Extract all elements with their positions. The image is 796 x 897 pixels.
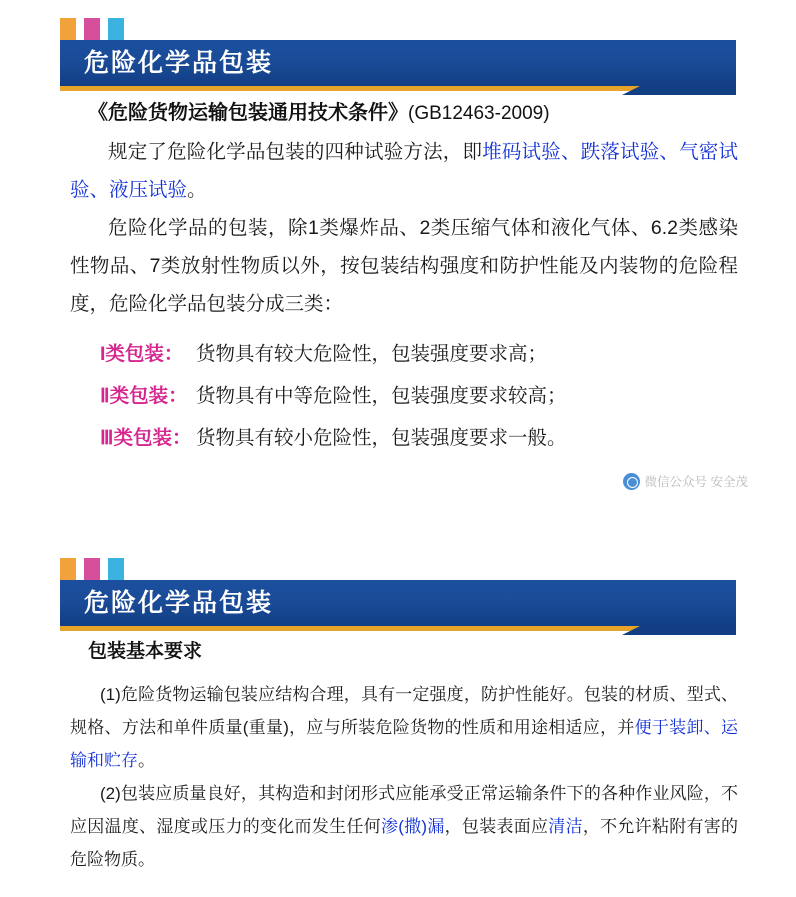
color-tab-blue <box>108 558 124 580</box>
slide-1-header-tail <box>622 86 736 95</box>
requirement-1-seg-1: (1)危险货物运输包装应结构合理，具有一定强度，防护性能好。包装的材质、型式、规格、方法和单件质量(重量)，应与所装危险货物的性质和用途相适应，并 <box>70 685 738 737</box>
slide-2 <box>0 540 796 897</box>
slide-1-header-bar <box>60 40 736 86</box>
category-3-text: 货物具有较小危险性，包装强度要求一般。 <box>196 427 567 449</box>
slide-1-header-title: 危险化学品包装 <box>84 48 274 77</box>
slide-2-header-tail <box>622 626 736 635</box>
requirement-2-seg-3: ，包装表面应 <box>444 817 549 836</box>
paragraph-1 <box>70 133 738 209</box>
requirement-2-seg-1: (2)包装应质量良好，其构造和封闭形式应能承受正常运输条件下的各种作业风险，不应因温度、湿度或压力的变化而发生任何 <box>70 784 738 836</box>
color-tab-orange <box>60 558 76 580</box>
color-tab-orange <box>60 18 76 40</box>
watermark-text: 微信公众号 安全茂 <box>644 475 748 489</box>
paragraph-1-seg-3: 。 <box>187 179 207 201</box>
requirement-2-seg-5: ，不允许粘附有害的危险物质。 <box>70 817 739 869</box>
category-1-label: I类包装： <box>100 343 184 365</box>
category-3-label: Ⅲ类包装： <box>100 427 192 449</box>
category-2-label: Ⅱ类包装： <box>100 385 188 407</box>
slide-2-color-tabs <box>60 558 124 580</box>
slide-2-header-title: 危险化学品包装 <box>84 588 274 617</box>
watermark <box>623 472 748 490</box>
category-2-text: 货物具有中等危险性，包装强度要求较高； <box>196 385 567 407</box>
requirement-item-1 <box>70 678 738 777</box>
color-tab-blue <box>108 18 124 40</box>
sub-title: 包装基本要求 <box>88 641 203 662</box>
paragraph-2-seg-1: 危险化学品的包装，除1类爆炸品、2类压缩气体和液化气体、6.2类感染性物品、7类放射性物质以外，按包装结构强度和防护性能及内装物的危险程度，危险化学品包装分成三类： <box>70 217 738 315</box>
standard-title: 《危险货物运输包装通用技术条件》 <box>88 102 408 124</box>
requirement-2-seg-4: 清洁 <box>548 817 583 836</box>
color-tab-pink <box>84 18 100 40</box>
standard-code: (GB12463-2009) <box>408 103 550 124</box>
category-1-text: 货物具有较大危险性，包装强度要求高； <box>196 343 548 365</box>
requirement-2-seg-2: 渗(撒)漏 <box>380 817 445 836</box>
requirement-1-seg-2: 便于装卸、运输和贮存 <box>70 718 738 770</box>
standard-title-line <box>88 96 796 131</box>
requirement-1-seg-3: 。 <box>138 751 155 770</box>
package-category-list <box>0 333 796 459</box>
slide-1-body <box>0 96 796 459</box>
requirement-item-2 <box>70 777 738 876</box>
watermark-logo-icon <box>623 473 640 490</box>
color-tab-pink <box>84 558 100 580</box>
category-row-1 <box>100 333 796 375</box>
slide-2-body <box>0 636 796 876</box>
category-row-2 <box>100 375 796 417</box>
slide-2-header-bar <box>60 580 736 626</box>
paragraph-1-seg-1: 规定了危险化学品包装的四种试验方法，即 <box>108 141 483 163</box>
paragraph-2 <box>70 209 738 323</box>
slide-1-color-tabs <box>60 18 124 40</box>
paragraph-1-seg-2: 堆码试验、跌落试验、气密试验、液压试验 <box>70 141 738 201</box>
category-row-3 <box>100 417 796 459</box>
